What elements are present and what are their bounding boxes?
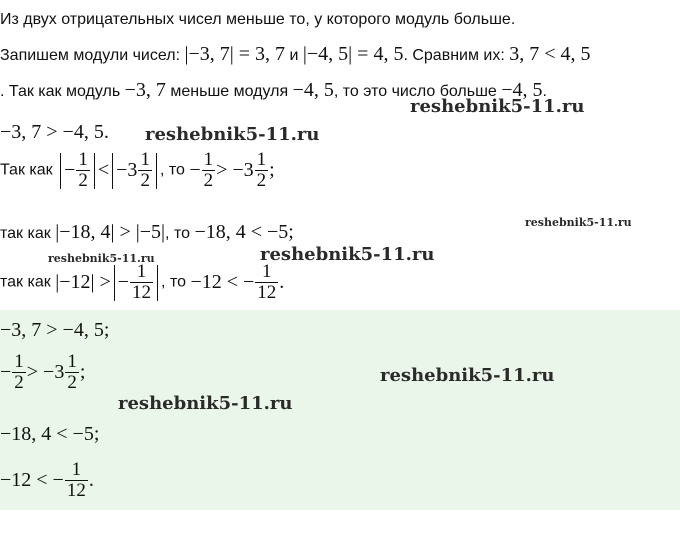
fraction-twelfth xyxy=(255,262,278,303)
greater-expr: > −3 xyxy=(216,159,254,181)
minus-sign: − xyxy=(0,361,12,383)
minus-sign: − xyxy=(189,159,201,181)
dot: . xyxy=(88,469,94,491)
moduli-intro: Запишем модули чисел: xyxy=(0,47,185,64)
mixed-whole: −3 xyxy=(116,159,138,181)
compare-intro: . Сравним их: xyxy=(403,47,510,64)
answer-1: −3, 7 > −4, 5; xyxy=(0,319,110,341)
semicolon: ; xyxy=(269,159,275,181)
fraction-half xyxy=(202,150,216,191)
greater-expr: > −3 xyxy=(26,361,65,383)
fraction-denominator: 2 xyxy=(256,170,267,191)
fraction-numerator: 1 xyxy=(256,149,267,170)
conclusion-num-1: −3, 7 xyxy=(124,79,166,101)
answer-3: −18, 4 < −5; xyxy=(0,423,100,445)
watermark: reshebnik5-11.ru xyxy=(145,124,320,145)
abs-bar xyxy=(112,153,113,189)
conclusion-dot: . xyxy=(542,83,547,100)
less-sign: < xyxy=(97,159,110,181)
fraction-denominator: 2 xyxy=(14,372,24,393)
answer-2 xyxy=(0,352,85,393)
conclusion-text-1: . Так как модуль xyxy=(0,83,125,100)
fraction-numerator: 1 xyxy=(14,351,24,372)
watermark: reshebnik5-11.ru xyxy=(118,393,293,414)
semicolon: ; xyxy=(79,361,86,383)
conclusion-num-3: −4, 5 xyxy=(501,79,543,101)
watermark: reshebnik5-11.ru xyxy=(48,252,155,265)
fraction-denominator: 12 xyxy=(257,282,277,303)
result-comparison: −12 < − xyxy=(0,469,64,491)
abs-bar xyxy=(94,153,95,189)
fraction-numerator: 1 xyxy=(140,149,150,170)
fraction-denominator: 2 xyxy=(203,170,214,191)
watermark: reshebnik5-11.ru xyxy=(380,365,555,386)
fraction-denominator: 12 xyxy=(66,480,86,501)
conclusion-text-3: , то это число больше xyxy=(333,83,502,100)
fraction-twelfth xyxy=(130,262,153,303)
fraction-half xyxy=(255,150,269,191)
abs-bar xyxy=(157,265,158,301)
so-text: так как xyxy=(0,225,56,242)
abs-bar xyxy=(156,153,157,189)
fraction-half xyxy=(76,150,90,191)
fraction-numerator: 1 xyxy=(255,262,278,283)
result-line: −3, 7 > −4, 5. xyxy=(0,121,109,143)
fraction-twelfth xyxy=(65,460,88,501)
abs-comparison: |−12| > xyxy=(55,271,111,293)
decimal-comparison-line xyxy=(0,222,294,244)
fraction-comparison-line xyxy=(0,150,275,191)
fraction-numerator: 1 xyxy=(67,351,77,372)
abs-comparison: |−18, 4| > |−5| xyxy=(55,221,166,243)
fraction-denominator: 2 xyxy=(140,170,150,191)
fraction-denominator: 2 xyxy=(67,372,77,393)
conclusion-text-2: меньше модуля xyxy=(165,83,293,100)
conclusion-num-2: −4, 5 xyxy=(292,79,334,101)
modulus-2: |−4, 5| = 4, 5 xyxy=(302,43,404,65)
watermark: reshebnik5-11.ru xyxy=(260,244,435,265)
result-comparison: −12 < − xyxy=(190,271,255,293)
fraction-numerator: 1 xyxy=(65,460,88,481)
result-comparison: −18, 4 < −5; xyxy=(194,221,294,243)
fraction-denominator: 2 xyxy=(78,170,88,191)
abs-bar xyxy=(60,153,61,189)
then-text: , то xyxy=(161,273,191,291)
fraction-half xyxy=(138,150,152,191)
fraction-half xyxy=(12,352,26,393)
dot: . xyxy=(279,271,285,293)
so-text: Так как xyxy=(0,161,58,179)
modulus-1: |−3, 7| = 3, 7 xyxy=(184,43,286,65)
abs-bar xyxy=(114,265,115,301)
fraction-numerator: 1 xyxy=(130,262,153,283)
fraction-numerator: 1 xyxy=(78,149,88,170)
then-text: , то xyxy=(159,161,190,179)
moduli-line xyxy=(0,44,591,66)
minus-sign: − xyxy=(64,159,76,181)
fraction-numerator: 1 xyxy=(203,149,214,170)
minus-sign: − xyxy=(117,271,130,293)
fraction-half xyxy=(65,352,79,393)
watermark: reshebnik5-11.ru xyxy=(525,216,632,229)
answer-4 xyxy=(0,460,94,501)
so-text: так как xyxy=(0,273,56,291)
twelfth-comparison-line xyxy=(0,262,284,303)
compare-expr: 3, 7 < 4, 5 xyxy=(509,43,591,65)
and-word: и xyxy=(285,47,303,64)
fraction-denominator: 12 xyxy=(132,282,152,303)
then-text: , то xyxy=(165,225,195,242)
watermark: reshebnik5-11.ru xyxy=(410,96,585,117)
rule-text: Из двух отрицательных чисел меньше то, у которого модуль больше. xyxy=(0,11,516,28)
